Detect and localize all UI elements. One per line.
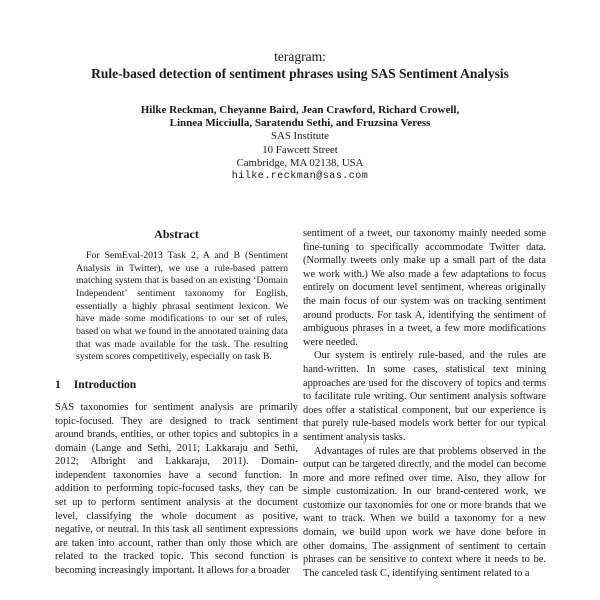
abstract-body: For SemEval-2013 Task 2, A and B (Sentiment Analysis in Twitter), we use a rule-based pattern matching system that is based on an existing ‘Domain Independent’ sentiment taxonomy for English, essentially a highly phrasal sentiment lexicon. We have made some modifications to our set of rules, based on what we found in the annotated training data that was made available for the task. The resulting system scores competitively, especially on task B. xyxy=(76,250,288,363)
section-1-title: Introduction xyxy=(73,378,137,391)
abstract-heading: Abstract xyxy=(154,227,199,241)
left-column xyxy=(55,227,298,600)
author-line-1: Hilke Reckman, Cheyanne Baird, Jean Crawford, Richard Crowell, xyxy=(140,104,460,116)
contact-email: hilke.reckman@sas.com xyxy=(231,171,369,183)
affiliation-block xyxy=(0,130,600,170)
right-paragraph-1: sentiment of a tweet, our taxonomy mainly needed some fine-tuning to specifically accommodate Twitter data. (Normally tweets only make up a small part of the data we work with.) We also made a few adaptations to focus entirely on document level sentiment, whereas originally the main focus of our system was on tracking sentiment around products. For task A, identifying the sentiment of ambiguous phrases in a tweet, a few more modifications were needed. xyxy=(303,228,546,348)
paper-title-line2: Rule-based detection of sentiment phrases using SAS Sentiment Analysis xyxy=(91,66,509,81)
paper-header xyxy=(0,48,600,184)
right-column xyxy=(303,227,546,600)
paper-title-line1: teragram: xyxy=(274,49,326,64)
affiliation-street: 10 Fawcett Street xyxy=(262,143,338,156)
author-list xyxy=(0,104,600,130)
right-paragraph-3: Advantages of rules are that problems observed in the output can be targeted directly, and the model can become more and more refined over time. Also, they allow for simple customization. In our brand-centered work, we customize our taxonomies for one or more brands that we want to track. When we build a taxonomy for a new domain, we build upon work we have done before in other domains. The assignment of sentiment to certain phrases can be sensitive to context where it needs to be. The canceled task C, identifying sentiment related to a xyxy=(303,445,546,579)
right-paragraph-2: Our system is entirely rule-based, and the rules are hand-written. In some cases, statistical text mining approaches are used for the discovery of topics and terms to facilitate rule writing. Our sentiment analysis software does offer a statistical component, but our experience is that purely rule-based models work better for our typical sentiment analysis tasks. xyxy=(303,350,546,443)
section-1-number: 1 xyxy=(55,378,61,391)
affiliation-institute: SAS Institute xyxy=(271,130,329,143)
affiliation-city: Cambridge, MA 02138, USA xyxy=(236,156,364,169)
intro-paragraph: SAS taxonomies for sentiment analysis are primarily topic-focused. They are designed to track sentiment around brands, entities, or other topics and subtopics in a domain (Lange and Sethi, 2011; Lakkaraju and Sethi, 2012; Albright and Lakkaraju, 2011). Domain-independent taxonomies have a second function. In addition to performing topic-focused tasks, they can be set up to perform sentiment analysis at the document level, classifying the whole document as positive, negative, or neutral. In this task all sentiment expressions are taken into account, rather than only those which are related to the tracked topic. This second function is becoming increasingly important. It allows for a broader xyxy=(55,401,298,577)
author-line-2: Linnea Micciulla, Saratendu Sethi, and Fruzsina Veress xyxy=(169,117,431,130)
section-1-heading xyxy=(55,378,298,392)
